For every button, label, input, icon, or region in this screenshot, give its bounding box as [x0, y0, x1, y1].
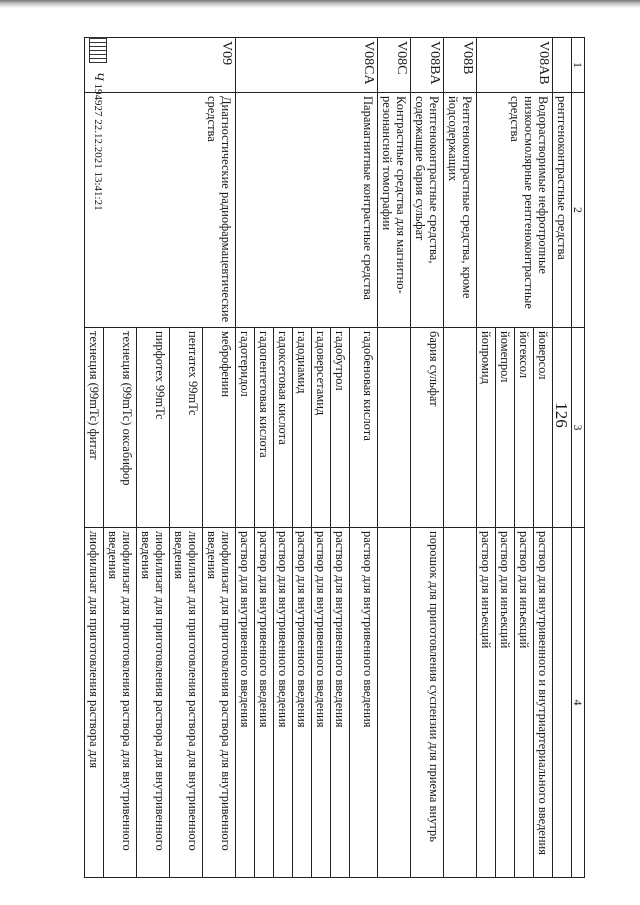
dosage-form: лиофилизат для приготовления раствора для внутривенного введения [137, 528, 170, 878]
scan-edge [0, 0, 640, 8]
group-name: рентгеноконтрастные средства [553, 93, 572, 328]
header-cell: 4 [572, 528, 585, 878]
table-row [378, 38, 411, 878]
drug-name: гадоверсетамид [312, 328, 331, 528]
atc-code: V09 [85, 38, 236, 93]
dosage-form: лиофилизат для приготовления раствора для внутривенного введения [203, 528, 236, 878]
table-row [553, 38, 572, 878]
drug-name: пентатех 99mTc [170, 328, 203, 528]
header-row [572, 38, 585, 878]
dosage-form [553, 528, 572, 878]
drug-name: технеция (99mTc) фитат [85, 328, 104, 528]
stamp-icon [89, 37, 107, 63]
atc-code: V08AB [477, 38, 553, 93]
group-name: Рентгеноконтрастные средства, содержащие бария сульфат [411, 93, 444, 328]
drug-name: гадобутрол [331, 328, 350, 528]
drug-table [84, 37, 585, 878]
dosage-form: раствор для внутривенного и внутриартериального введения [534, 528, 553, 878]
drug-name [378, 328, 411, 528]
drug-name: гадоксетовая кислота [274, 328, 293, 528]
drug-name: гадобеновая кислота [350, 328, 378, 528]
rotated-page [85, 25, 585, 885]
table-row [534, 38, 553, 878]
group-name: Рентгеноконтрастные средства, кроме йодсодержащих [444, 93, 477, 328]
atc-code: V08CA [236, 38, 378, 93]
group-name: Водорастворимые нефротропные низкоосмолярные рентгеноконтрастные средства [477, 93, 553, 328]
dosage-form: раствор для внутривенного введения [350, 528, 378, 878]
header-cell: 3 [572, 328, 585, 528]
table-row [203, 38, 236, 878]
group-name: Контрастные средства для магнитно-резонансной томографии [378, 93, 411, 328]
document-footer [89, 37, 107, 211]
dosage-form [378, 528, 411, 878]
atc-code [553, 38, 572, 93]
drug-name: йогексол [515, 328, 534, 528]
dosage-form: раствор для инъекций [515, 528, 534, 878]
atc-code: V08BA [411, 38, 444, 93]
dosage-form: раствор для внутривенного введения [293, 528, 312, 878]
table-body [85, 38, 585, 878]
dosage-form: раствор для внутривенного введения [255, 528, 274, 878]
table-row [411, 38, 444, 878]
drug-name [553, 328, 572, 528]
table-row [350, 38, 378, 878]
signature-mark: Ч [92, 71, 107, 81]
atc-code: V08B [444, 38, 477, 93]
drug-name: йопромид [477, 328, 496, 528]
dosage-form: лиофилизат для приготовления раствора для [85, 528, 104, 878]
dosage-form: лиофилизат для приготовления раствора для внутривенного введения [170, 528, 203, 878]
document-reference: 194927 22.12.2021 13:41:21 [92, 83, 104, 211]
drug-name: гадодиамид [293, 328, 312, 528]
drug-name: йоверсол [534, 328, 553, 528]
table-row [444, 38, 477, 878]
drug-name: меброфенин [203, 328, 236, 528]
group-name: Диагностические радиофармацевтические средства [85, 93, 236, 328]
dosage-form [444, 528, 477, 878]
drug-name: гадопентетовая кислота [255, 328, 274, 528]
page-number: 126 [551, 402, 571, 428]
header-cell: 2 [572, 93, 585, 328]
dosage-form: раствор для внутривенного введения [274, 528, 293, 878]
drug-name: бария сульфат [411, 328, 444, 528]
drug-name [444, 328, 477, 528]
drug-name: пирфотех 99mTc [137, 328, 170, 528]
drug-name: технеция (99mTc) оксабифор [104, 328, 137, 528]
group-name: Парамагнитные контрастные средства [236, 93, 378, 328]
dosage-form: раствор для внутривенного введения [236, 528, 255, 878]
drug-name: гадотеридол [236, 328, 255, 528]
dosage-form: раствор для инъекций [477, 528, 496, 878]
atc-code: V08C [378, 38, 411, 93]
drug-name: йомепрол [496, 328, 515, 528]
dosage-form: порошок для приготовления суспензии для приема внутрь [411, 528, 444, 878]
dosage-form: лиофилизат для приготовления раствора для внутривенного введения [104, 528, 137, 878]
header-cell: 1 [572, 38, 585, 93]
dosage-form: раствор для внутривенного введения [312, 528, 331, 878]
dosage-form: раствор для инъекций [496, 528, 515, 878]
dosage-form: раствор для внутривенного введения [331, 528, 350, 878]
